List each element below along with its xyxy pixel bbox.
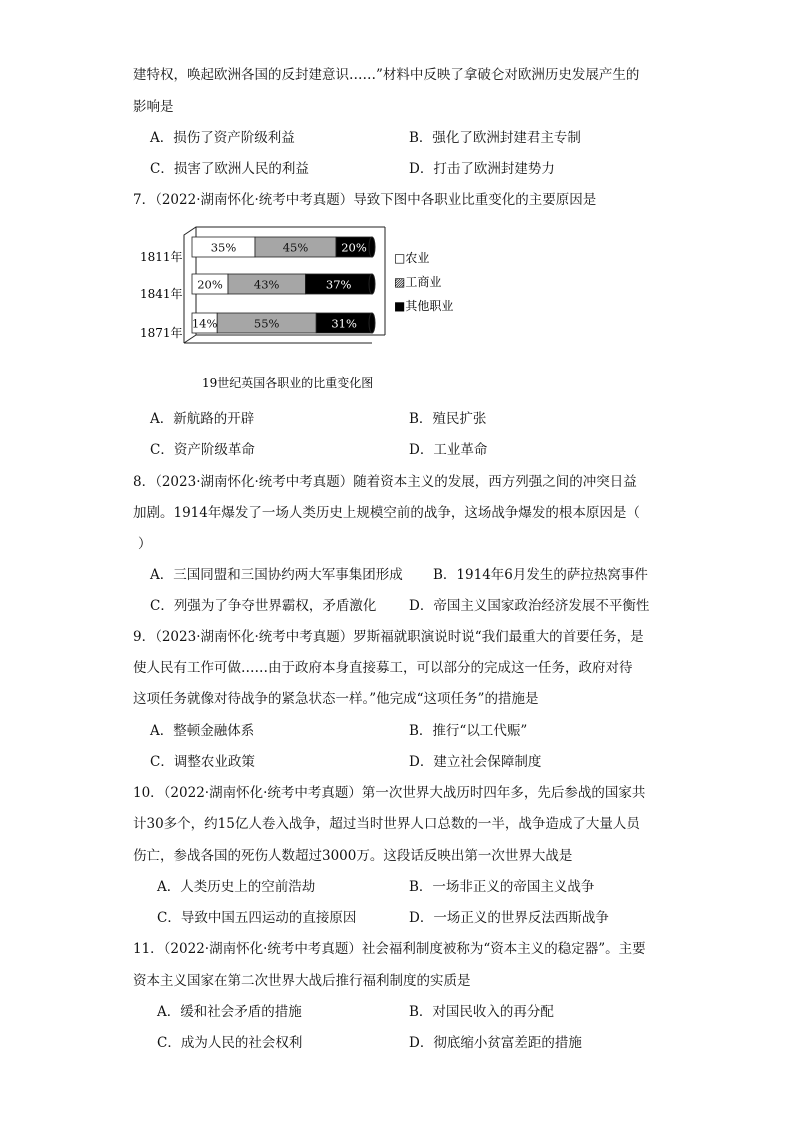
data-label: 31% xyxy=(331,316,357,331)
q10-option-c: C．导致中国五四运动的直接原因 xyxy=(157,910,357,926)
data-label: 45% xyxy=(282,240,309,255)
q6-option-d: D．打击了欧洲封建势力 xyxy=(409,161,555,177)
q9-option-b: B．推行“以工代赈” xyxy=(409,723,528,739)
q8-option-d: D．帝国主义国家政治经济发展不平衡性 xyxy=(409,598,650,614)
bar-end-cap xyxy=(369,274,375,294)
q10-option-d: D．一场正义的世界反法西斯战争 xyxy=(409,910,609,926)
data-label: 43% xyxy=(253,277,280,292)
category-label: 1871年 xyxy=(140,326,183,340)
q10-stem-line-3: 伤亡，参战各国的死伤人数超过3000万。这段话反映出第一次世界大战是 xyxy=(133,848,573,864)
bar-end-cap xyxy=(369,313,375,333)
q6-stem-line-1: 建特权，唤起欧洲各国的反封建意识……”材料中反映了拿破仑对欧洲历史发展产生的 xyxy=(133,67,640,83)
chart-title: 19世纪英国各职业的比重变化图 xyxy=(202,376,374,390)
q11-stem-line-2: 资本主义国家在第二次世界大战后推行福利制度的实质是 xyxy=(133,973,471,989)
q9-stem-line-2: 使人民有工作可做……由于政府本身直接募工，可以部分的完成这一任务，政府对待 xyxy=(133,660,633,676)
q10-option-a: A．人类历史上的空前浩劫 xyxy=(157,879,316,895)
q9-option-d: D．建立社会保障制度 xyxy=(409,754,542,770)
q9-option-c: C．调整农业政策 xyxy=(150,754,255,770)
q6-stem-line-2: 影响是 xyxy=(133,99,174,115)
q6-option-c: C．损害了欧洲人民的利益 xyxy=(150,161,309,177)
q10-stem-line-1: 10．（2022·湖南怀化·统考中考真题）第一次世界大战历时四年多，先后参战的国家共 xyxy=(133,785,646,801)
legend-item: ■其他职业 xyxy=(394,299,454,313)
q11-option-c: C．成为人民的社会权利 xyxy=(157,1035,303,1051)
q8-stem-line-1: 8．（2023·湖南怀化·统考中考真题）随着资本主义的发展，西方列强之间的冲突日益 xyxy=(133,474,637,490)
q7-stem: 7．（2022·湖南怀化·统考中考真题）导致下图中各职业比重变化的主要原因是 xyxy=(133,192,597,208)
q7-option-c: C．资产阶级革命 xyxy=(150,442,255,458)
q8-stem-line-2: 加剧。1914年爆发了一场人类历史上规模空前的战争，这场战争爆发的根本原因是（ xyxy=(133,505,640,521)
q8-option-b: B．1914年6月发生的萨拉热窝事件 xyxy=(433,567,648,583)
q9-stem-line-3: 这项任务就像对待战争的紧急状态一样。”他完成“这项任务”的措施是 xyxy=(133,691,539,707)
chart-svg xyxy=(140,225,470,395)
bar-end-cap xyxy=(369,237,375,257)
legend-item: □农业 xyxy=(394,251,430,265)
q8-option-a: A．三国同盟和三国协约两大军事集团形成 xyxy=(150,567,403,583)
data-label: 14% xyxy=(191,316,218,331)
q9-stem-line-1: 9．（2023·湖南怀化·统考中考真题）罗斯福就职演说时说“我们最重大的首要任务，是 xyxy=(133,629,644,645)
q11-stem-line-1: 11．（2022·湖南怀化·统考中考真题）社会福利制度被称为“资本主义的稳定器”。主要 xyxy=(133,941,646,957)
q11-option-a: A．缓和社会矛盾的措施 xyxy=(157,1004,302,1020)
q7-option-b: B．殖民扩张 xyxy=(409,411,487,427)
q11-option-b: B．对国民收入的再分配 xyxy=(409,1004,554,1020)
data-label: 20% xyxy=(341,240,367,255)
legend-item: ▨工商业 xyxy=(394,275,442,289)
q8-option-c: C．列强为了争夺世界霸权，矛盾激化 xyxy=(150,598,377,614)
q9-option-a: A．整顿金融体系 xyxy=(150,723,255,739)
q7-option-a: A．新航路的开辟 xyxy=(150,411,255,427)
q7-option-d: D．工业革命 xyxy=(409,442,488,458)
data-label: 35% xyxy=(210,240,237,255)
q11-option-d: D．彻底缩小贫富差距的措施 xyxy=(409,1035,582,1051)
q6-option-b: B．强化了欧洲封建君主专制 xyxy=(409,130,581,146)
occupation-chart xyxy=(140,225,470,395)
category-label: 1811年 xyxy=(140,250,183,264)
q10-stem-line-2: 计30多个，约15亿人卷入战争，超过当时世界人口总数的一半，战争造成了大量人员 xyxy=(133,816,640,832)
data-label: 20% xyxy=(197,277,223,292)
data-label: 37% xyxy=(325,277,352,292)
chart-frame-diagonal xyxy=(184,335,196,343)
category-label: 1841年 xyxy=(140,287,183,301)
q6-option-a: A．损伤了资产阶级利益 xyxy=(150,130,295,146)
data-label: 55% xyxy=(253,316,280,331)
q8-stem-line-3: ） xyxy=(138,536,152,552)
q10-option-b: B．一场非正义的帝国主义战争 xyxy=(409,879,595,895)
